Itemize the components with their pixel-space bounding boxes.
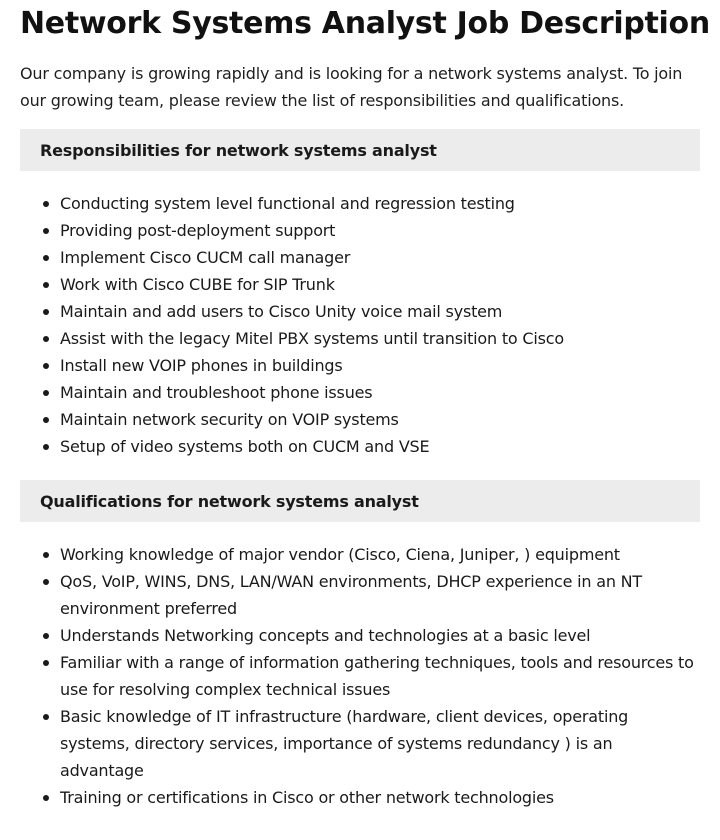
list-item-text: Understands Networking concepts and technologies at a basic level: [60, 626, 591, 645]
bullet-icon: [43, 363, 49, 369]
list-item-text: Assist with the legacy Mitel PBX systems until transition to Cisco: [60, 329, 564, 348]
list-item-text: Providing post-deployment support: [60, 221, 336, 240]
list-item-text: Maintain and troubleshoot phone issues: [60, 383, 373, 402]
list-item-text: Install new VOIP phones in buildings: [60, 356, 343, 375]
list-item-text: Maintain and add users to Cisco Unity voice mail system: [60, 302, 503, 321]
list-item-text: Setup of video systems both on CUCM and VSE: [60, 437, 430, 456]
list-item: [60, 244, 700, 271]
bullet-icon: [43, 282, 49, 288]
bullet-icon: [43, 714, 49, 720]
responsibilities-header: Responsibilities for network systems analyst: [20, 129, 700, 171]
list-item: [60, 622, 700, 649]
bullet-icon: [43, 336, 49, 342]
list-item: [60, 649, 700, 703]
intro-paragraph: Our company is growing rapidly and is looking for a network systems analyst. To join our growing team, please review the list of responsibilities and qualifications.: [20, 64, 683, 110]
list-item-text: Implement Cisco CUCM call manager: [60, 248, 351, 267]
bullet-icon: [43, 444, 49, 450]
list-item: [60, 433, 700, 460]
qualifications-header: Qualifications for network systems analyst: [20, 480, 700, 522]
list-item-text: QoS, VoIP, WINS, DNS, LAN/WAN environments, DHCP experience in an NT environment preferred: [60, 572, 643, 618]
list-item: [60, 541, 700, 568]
list-item-text: Conducting system level functional and regression testing: [60, 194, 515, 213]
list-item: [60, 217, 700, 244]
bullet-icon: [43, 228, 49, 234]
qualifications-list: [20, 541, 700, 811]
list-item-text: Work with Cisco CUBE for SIP Trunk: [60, 275, 335, 294]
list-item-text: Familiar with a range of information gathering techniques, tools and resources to use for resolving complex technical issues: [60, 653, 694, 699]
list-item: [60, 190, 700, 217]
bullet-icon: [43, 309, 49, 315]
bullet-icon: [43, 417, 49, 423]
list-item: [60, 298, 700, 325]
list-item-text: Working knowledge of major vendor (Cisco, Ciena, Juniper, ) equipment: [60, 545, 620, 564]
bullet-icon: [43, 795, 49, 801]
list-item: [60, 703, 700, 784]
bullet-icon: [43, 633, 49, 639]
bullet-icon: [43, 579, 49, 585]
list-item: [60, 379, 700, 406]
bullet-icon: [43, 201, 49, 207]
page-title: Network Systems Analyst Job Description: [20, 6, 710, 41]
bullet-icon: [43, 660, 49, 666]
list-item: [60, 271, 700, 298]
list-item: [60, 325, 700, 352]
list-item-text: Training or certifications in Cisco or other network technologies: [60, 788, 554, 807]
responsibilities-list: [20, 190, 700, 460]
list-item: [60, 406, 700, 433]
bullet-icon: [43, 255, 49, 261]
list-item: [60, 352, 700, 379]
list-item-text: Maintain network security on VOIP systems: [60, 410, 399, 429]
list-item: [60, 784, 700, 811]
bullet-icon: [43, 552, 49, 558]
list-item: [60, 568, 700, 622]
list-item-text: Basic knowledge of IT infrastructure (hardware, client devices, operating systems, directory services, importance of systems redundancy ) is an advantage: [60, 707, 629, 780]
bullet-icon: [43, 390, 49, 396]
